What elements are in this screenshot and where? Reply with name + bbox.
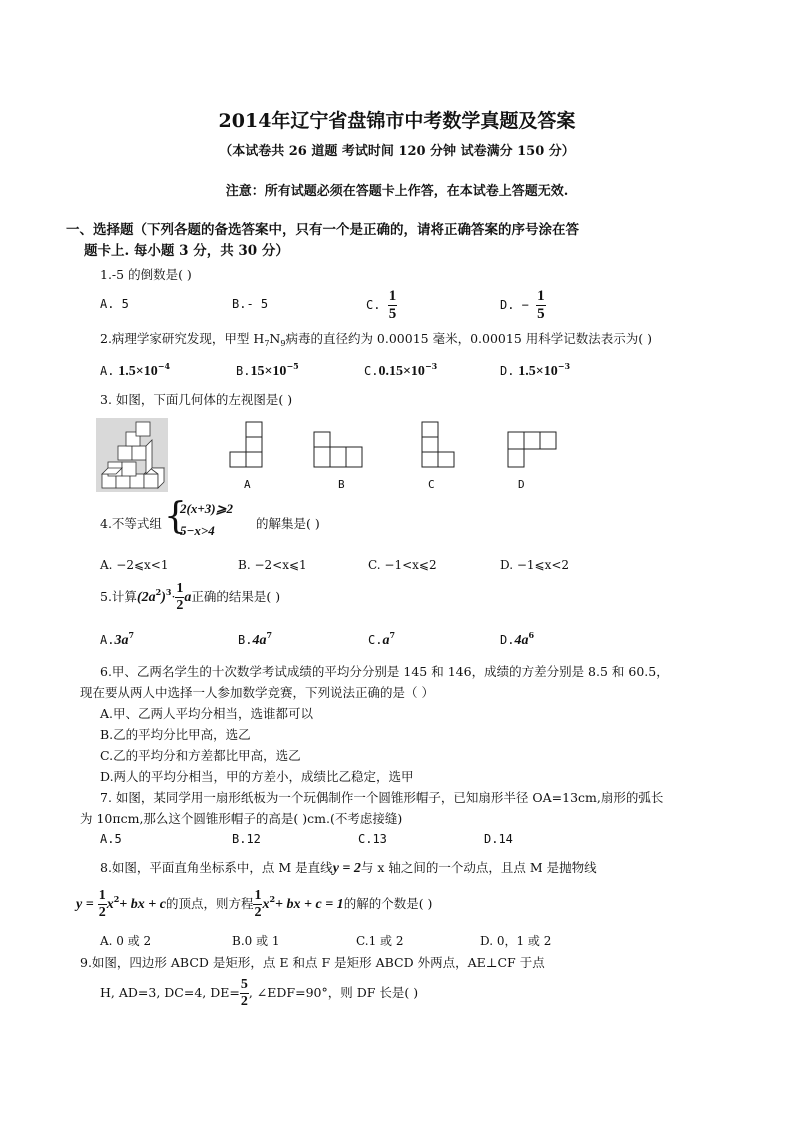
q8-eq-y: y =	[76, 897, 94, 912]
q4-option-a: A. −2⩽x<1	[100, 558, 169, 572]
q2-a-label: A.	[100, 364, 115, 378]
q8-end-text: 的解的个数是( )	[343, 896, 433, 911]
frac-num: 1	[176, 581, 184, 596]
q7-option-c: C.13	[358, 832, 387, 846]
q2-option-b	[236, 361, 299, 380]
q2-b-label: B.	[236, 364, 251, 378]
q3-views	[228, 420, 568, 470]
notice: 注意：所有试题必须在答题卡上作答，在本试卷上答题无效.	[225, 184, 569, 199]
q8-option-a: A. 0 或 2	[100, 934, 152, 948]
q8-option-d: D. 0，1 或 2	[480, 934, 552, 948]
frac-den: 2	[254, 905, 262, 920]
q5-d-label: D.	[500, 633, 515, 647]
exam-info: （本试卷共 26 道题 考试时间 120 分钟 试卷满分 150 分）	[219, 144, 575, 159]
q9-line2-post: , ∠EDF=90°，则 DF 长是( )	[248, 985, 419, 1000]
q8-line2	[76, 889, 432, 920]
q5-var: a	[184, 590, 192, 605]
q6-line2: 现在要从两人中选择一人参加数学竞赛，下列说法正确的是（ ）	[80, 685, 434, 700]
q4-system-line1	[180, 501, 233, 517]
q9-line2-pre: H, AD=3, DC=4, DE=	[100, 985, 240, 1000]
q8-eq2-x: x	[262, 897, 270, 912]
q9-line1: 9.如图，四边形 ABCD 是矩形，点 E 和点 F 是矩形 ABCD 外两点，AE⊥CF 于点	[80, 955, 545, 970]
q7-option-b: B.12	[232, 832, 261, 846]
q5-op: ·	[171, 589, 176, 604]
view-a	[230, 422, 262, 467]
q8-eq2-tail: + bx + c = 1	[275, 897, 344, 912]
q5-b-label: B.	[238, 633, 253, 647]
q8-fraction	[98, 889, 107, 920]
q4-line1-text: 2(x+3)⩾2	[180, 501, 233, 516]
frac-den: 2	[176, 598, 184, 613]
q2-stem	[100, 329, 652, 348]
q5-c-label: C.	[368, 633, 383, 647]
q2-d-exp: −3	[557, 361, 571, 371]
q2-option-a	[100, 361, 170, 380]
q1-option-b: B.- 5	[232, 297, 269, 311]
q2-c-exp: −3	[424, 361, 438, 371]
q9-line2	[100, 978, 418, 1009]
frac-num: 1	[537, 288, 545, 304]
section-heading: 一、选择题（下列各题的备选答案中，只有一个是正确的，请将正确答案的序号涂在答	[66, 222, 579, 238]
q5-option-d	[500, 630, 534, 649]
q5-stem-pre: 5.计算	[100, 589, 137, 604]
q5-b-exp: 7	[266, 630, 273, 640]
q5-expr2: )	[161, 590, 166, 605]
q4-option-c: C. −1<x⩽2	[368, 558, 437, 572]
q4-line2-text: 5−x>4	[180, 523, 215, 538]
q2-b-exp: −5	[286, 361, 299, 371]
q4-brace: {	[164, 496, 187, 537]
q4-option-b: B. −2<x⩽1	[238, 558, 307, 572]
q5-b-val: 4a	[252, 633, 267, 648]
q7-option-a: A.5	[100, 832, 122, 846]
q1-c-fraction	[388, 289, 398, 322]
q2-b-val: 15×10	[250, 364, 287, 379]
q3-label-a: A	[244, 478, 251, 491]
q7-line1: 7. 如图，某同学用一扇形纸板为一个玩偶制作一个圆锥形帽子，已知扇形半径 OA=13cm,扇形的弧长	[100, 790, 664, 805]
q8-line1-eq: y = 2	[332, 861, 361, 876]
q1-option-a: A. 5	[100, 297, 129, 311]
q1-c-label: C.	[366, 298, 381, 312]
q3-stem: 3. 如图，下面几何体的左视图是( )	[100, 392, 293, 407]
q5-option-c	[368, 630, 395, 649]
q4-stem-pre: 4.不等式组	[100, 516, 162, 531]
q5-a-exp: 7	[128, 630, 135, 640]
view-b	[314, 432, 362, 467]
q7-option-d: D.14	[484, 832, 513, 846]
q6-line1: 6.甲、乙两名学生的十次数学考试成绩的平均分分别是 145 和 146，成绩的方差分别是 8.5 和 60.5，	[100, 664, 669, 679]
q5-expr: (2a	[136, 590, 156, 605]
frac-num: 1	[254, 888, 262, 903]
q6-option-a: A.甲、乙两人平均分相当，选谁都可以	[100, 706, 314, 721]
q2-d-label: D.	[500, 364, 515, 378]
q2-c-label: C.	[364, 364, 379, 378]
q6-option-d: D.两人的平均分相当，甲的方差小，成绩比乙稳定，选甲	[100, 769, 414, 784]
q4-stem-post: 的解集是( )	[256, 516, 320, 531]
q2-stem-pre: 2.病理学家研究发现，甲型 H	[100, 331, 265, 346]
frac-num: 1	[388, 288, 397, 304]
frac-num: 5	[240, 977, 248, 992]
q2-a-val: 1.5×10	[118, 364, 158, 379]
q5-exp1: 2	[155, 587, 162, 597]
q5-option-a	[100, 630, 134, 649]
q8-line1-post: 与 x 轴之间的一个动点，且点 M 是抛物线	[360, 860, 597, 875]
frac-num: 1	[98, 888, 106, 903]
q9-fraction	[240, 978, 249, 1009]
q4-option-d: D. −1⩽x<2	[500, 558, 570, 572]
q3-label-b: B	[338, 478, 345, 491]
q2-sub1: 7	[264, 339, 270, 348]
q7-line2: 为 10πcm,那么这个圆锥形帽子的高是( )cm.(不考虑接缝)	[80, 811, 403, 826]
q1-d-fraction	[536, 289, 546, 322]
frac-den: 5	[388, 306, 397, 322]
section-heading-cont: 题卡上. 每小题 3 分，共 30 分）	[84, 243, 289, 259]
q8-line1	[100, 858, 597, 877]
q2-option-c	[364, 361, 437, 380]
q8-eq-x: x	[106, 897, 114, 912]
q5-stem	[100, 582, 280, 613]
q2-a-exp: −4	[157, 361, 171, 371]
q1-option-d	[500, 289, 546, 322]
q5-a-label: A.	[100, 633, 115, 647]
frac-den: 2	[240, 994, 248, 1009]
q5-d-val: 4a	[514, 633, 529, 648]
q5-a-val: 3a	[114, 633, 129, 648]
q6-option-b: B.乙的平均分比甲高，选乙	[100, 727, 251, 742]
q2-sub2: 9	[280, 339, 286, 348]
q3-label-d: D	[518, 478, 525, 491]
q5-stem-post: 正确的结果是( )	[191, 589, 281, 604]
frac-den: 5	[537, 306, 545, 322]
q8-eq-exp: 2	[113, 894, 120, 904]
q5-c-exp: 7	[389, 630, 396, 640]
frac-den: 2	[98, 905, 106, 920]
q2-c-val: 0.15×10	[378, 364, 425, 379]
q3-solid-figure	[96, 418, 168, 492]
q2-option-d	[500, 361, 570, 380]
q3-label-c: C	[428, 478, 435, 491]
q8-eq-tail: + bx + c	[119, 897, 166, 912]
q2-stem-post: 病毒的直径约为 0.00015 毫米，0.00015 用科学记数法表示为( )	[285, 331, 652, 346]
q8-option-b: B.0 或 1	[232, 934, 280, 948]
q6-option-c: C.乙的平均分和方差都比甲高，选乙	[100, 748, 301, 763]
q2-stem-mid: N	[269, 331, 281, 346]
q5-exp2: 3	[165, 587, 172, 597]
q5-d-exp: 6	[528, 630, 535, 640]
view-d	[508, 432, 556, 467]
q1-option-c	[366, 289, 397, 322]
q8-option-c: C.1 或 2	[356, 934, 404, 948]
q1-d-label: D. −	[500, 298, 529, 312]
q1-stem: 1.-5 的倒数是( )	[100, 267, 192, 282]
q8-mid-text: 的顶点，则方程	[165, 896, 254, 911]
q8-line1-pre: 8.如图，平面直角坐标系中，点 M 是直线	[100, 860, 333, 875]
q4-system-line2	[180, 523, 215, 539]
q5-c-val: a	[382, 633, 390, 648]
q2-d-val: 1.5×10	[518, 364, 558, 379]
q5-option-b	[238, 630, 272, 649]
q8-eq2-exp: 2	[269, 894, 276, 904]
view-c	[422, 422, 454, 467]
page-title: 2014年辽宁省盘锦市中考数学真题及答案	[218, 110, 576, 132]
